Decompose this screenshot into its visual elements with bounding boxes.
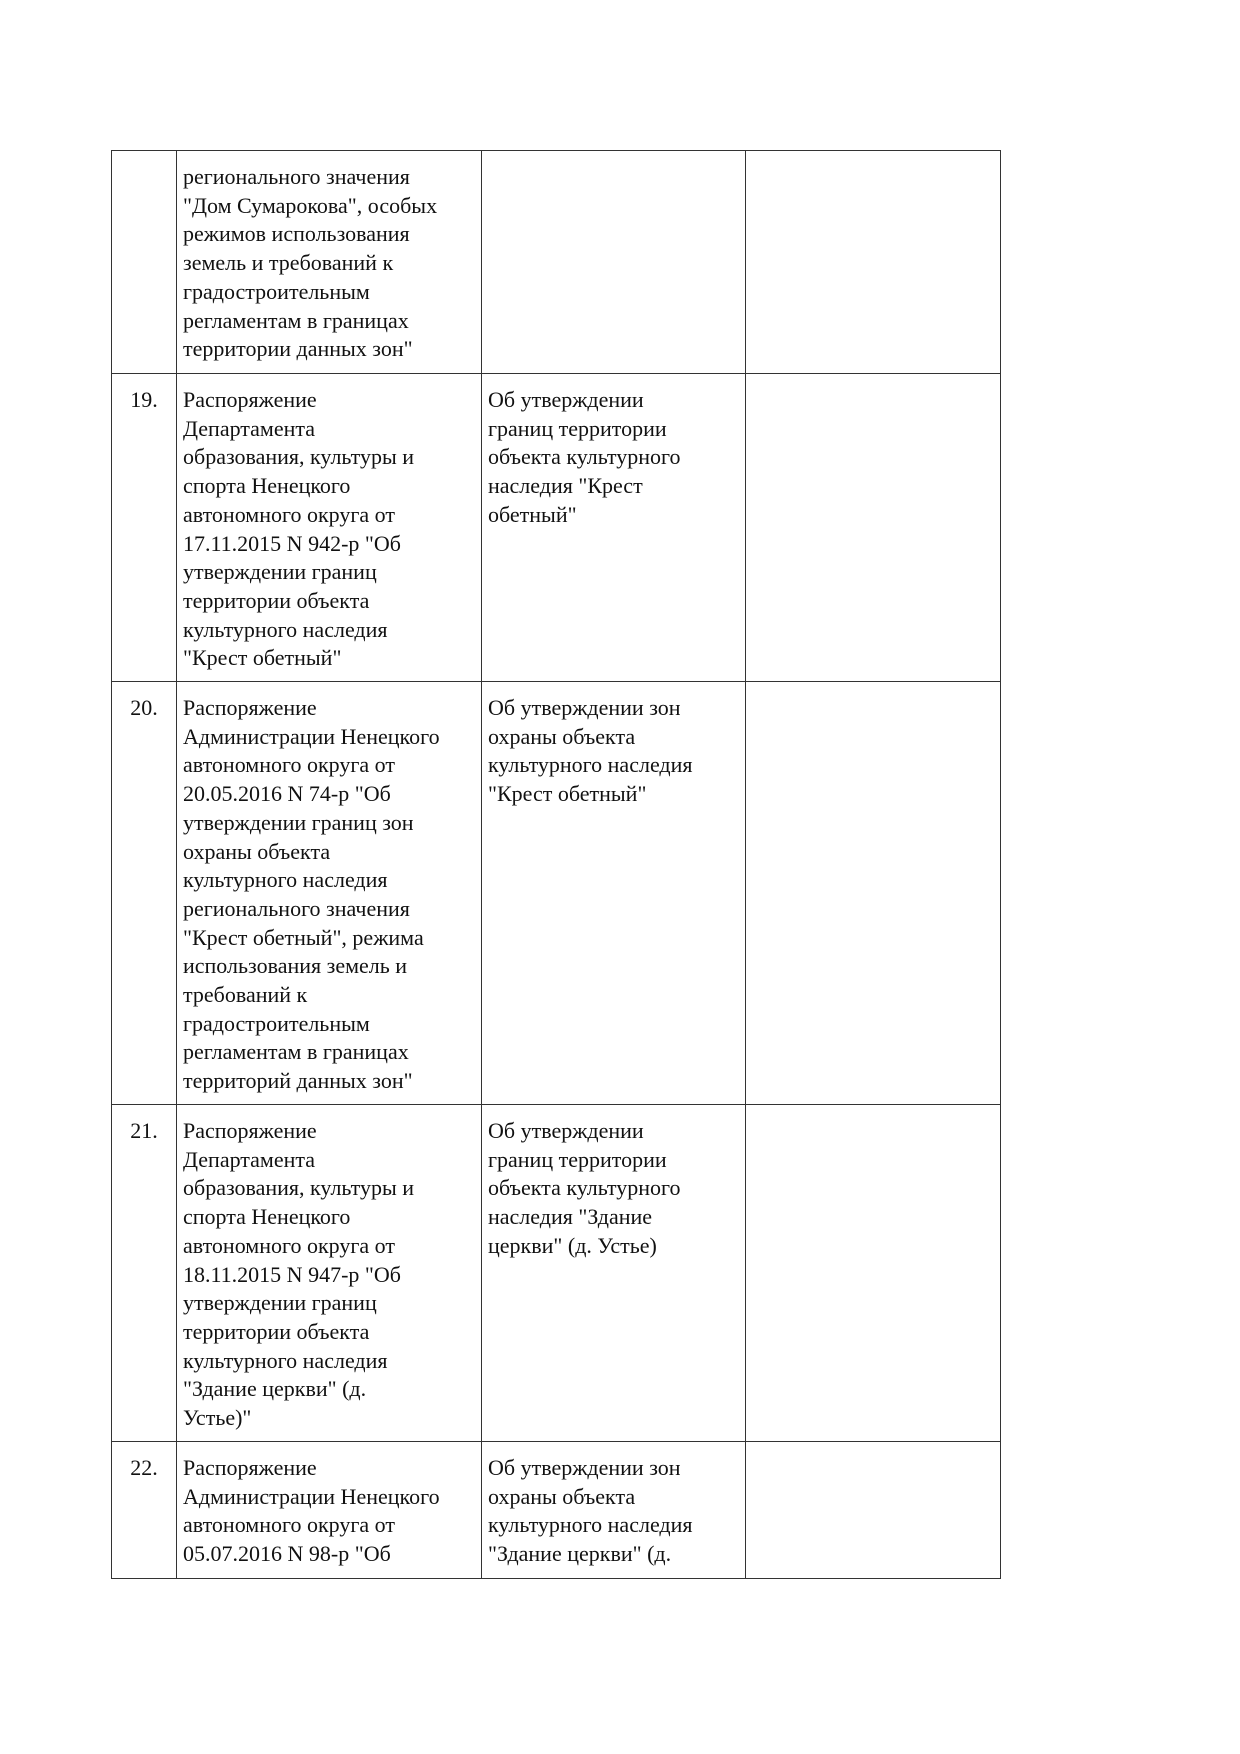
note-cell	[746, 151, 1001, 374]
row-number: 22.	[112, 1442, 177, 1579]
legal-acts-table	[111, 150, 1001, 1579]
subject-cell: Об утверждении зон охраны объекта культурного наследия "Здание церкви" (д.	[482, 1442, 746, 1579]
note-cell	[746, 1442, 1001, 1579]
row-number	[112, 151, 177, 374]
subject-cell: Об утверждении границ территории объекта культурного наследия "Крест обетный"	[482, 374, 746, 682]
table-row	[112, 682, 1001, 1105]
row-number: 20.	[112, 682, 177, 1105]
row-number: 21.	[112, 1105, 177, 1442]
table-row	[112, 1442, 1001, 1579]
document-title-cell: регионального значения "Дом Сумарокова", особых режимов использования земель и требований к градостроительным регламентам в границах территории данных зон"	[177, 151, 482, 374]
document-title-cell: Распоряжение Администрации Ненецкого автономного округа от 20.05.2016 N 74-р "Об утверждении границ зон охраны объекта культурного наследия регионального значения "Крест обетный", режима использования земель и требований к градостроительным регламентам в границах территорий данных зон"	[177, 682, 482, 1105]
table-row	[112, 374, 1001, 682]
table-row	[112, 1105, 1001, 1442]
document-title-cell: Распоряжение Департамента образования, культуры и спорта Ненецкого автономного округа от 18.11.2015 N 947-р "Об утверждении границ территории объекта культурного наследия "Здание церкви" (д. Устье)"	[177, 1105, 482, 1442]
document-title-cell: Распоряжение Администрации Ненецкого автономного округа от 05.07.2016 N 98-р "Об	[177, 1442, 482, 1579]
subject-cell: Об утверждении границ территории объекта культурного наследия "Здание церкви" (д. Устье)	[482, 1105, 746, 1442]
table-row	[112, 151, 1001, 374]
subject-cell: Об утверждении зон охраны объекта культурного наследия "Крест обетный"	[482, 682, 746, 1105]
subject-cell	[482, 151, 746, 374]
note-cell	[746, 1105, 1001, 1442]
row-number: 19.	[112, 374, 177, 682]
note-cell	[746, 374, 1001, 682]
note-cell	[746, 682, 1001, 1105]
document-title-cell: Распоряжение Департамента образования, культуры и спорта Ненецкого автономного округа от 17.11.2015 N 942-р "Об утверждении границ территории объекта культурного наследия "Крест обетный"	[177, 374, 482, 682]
